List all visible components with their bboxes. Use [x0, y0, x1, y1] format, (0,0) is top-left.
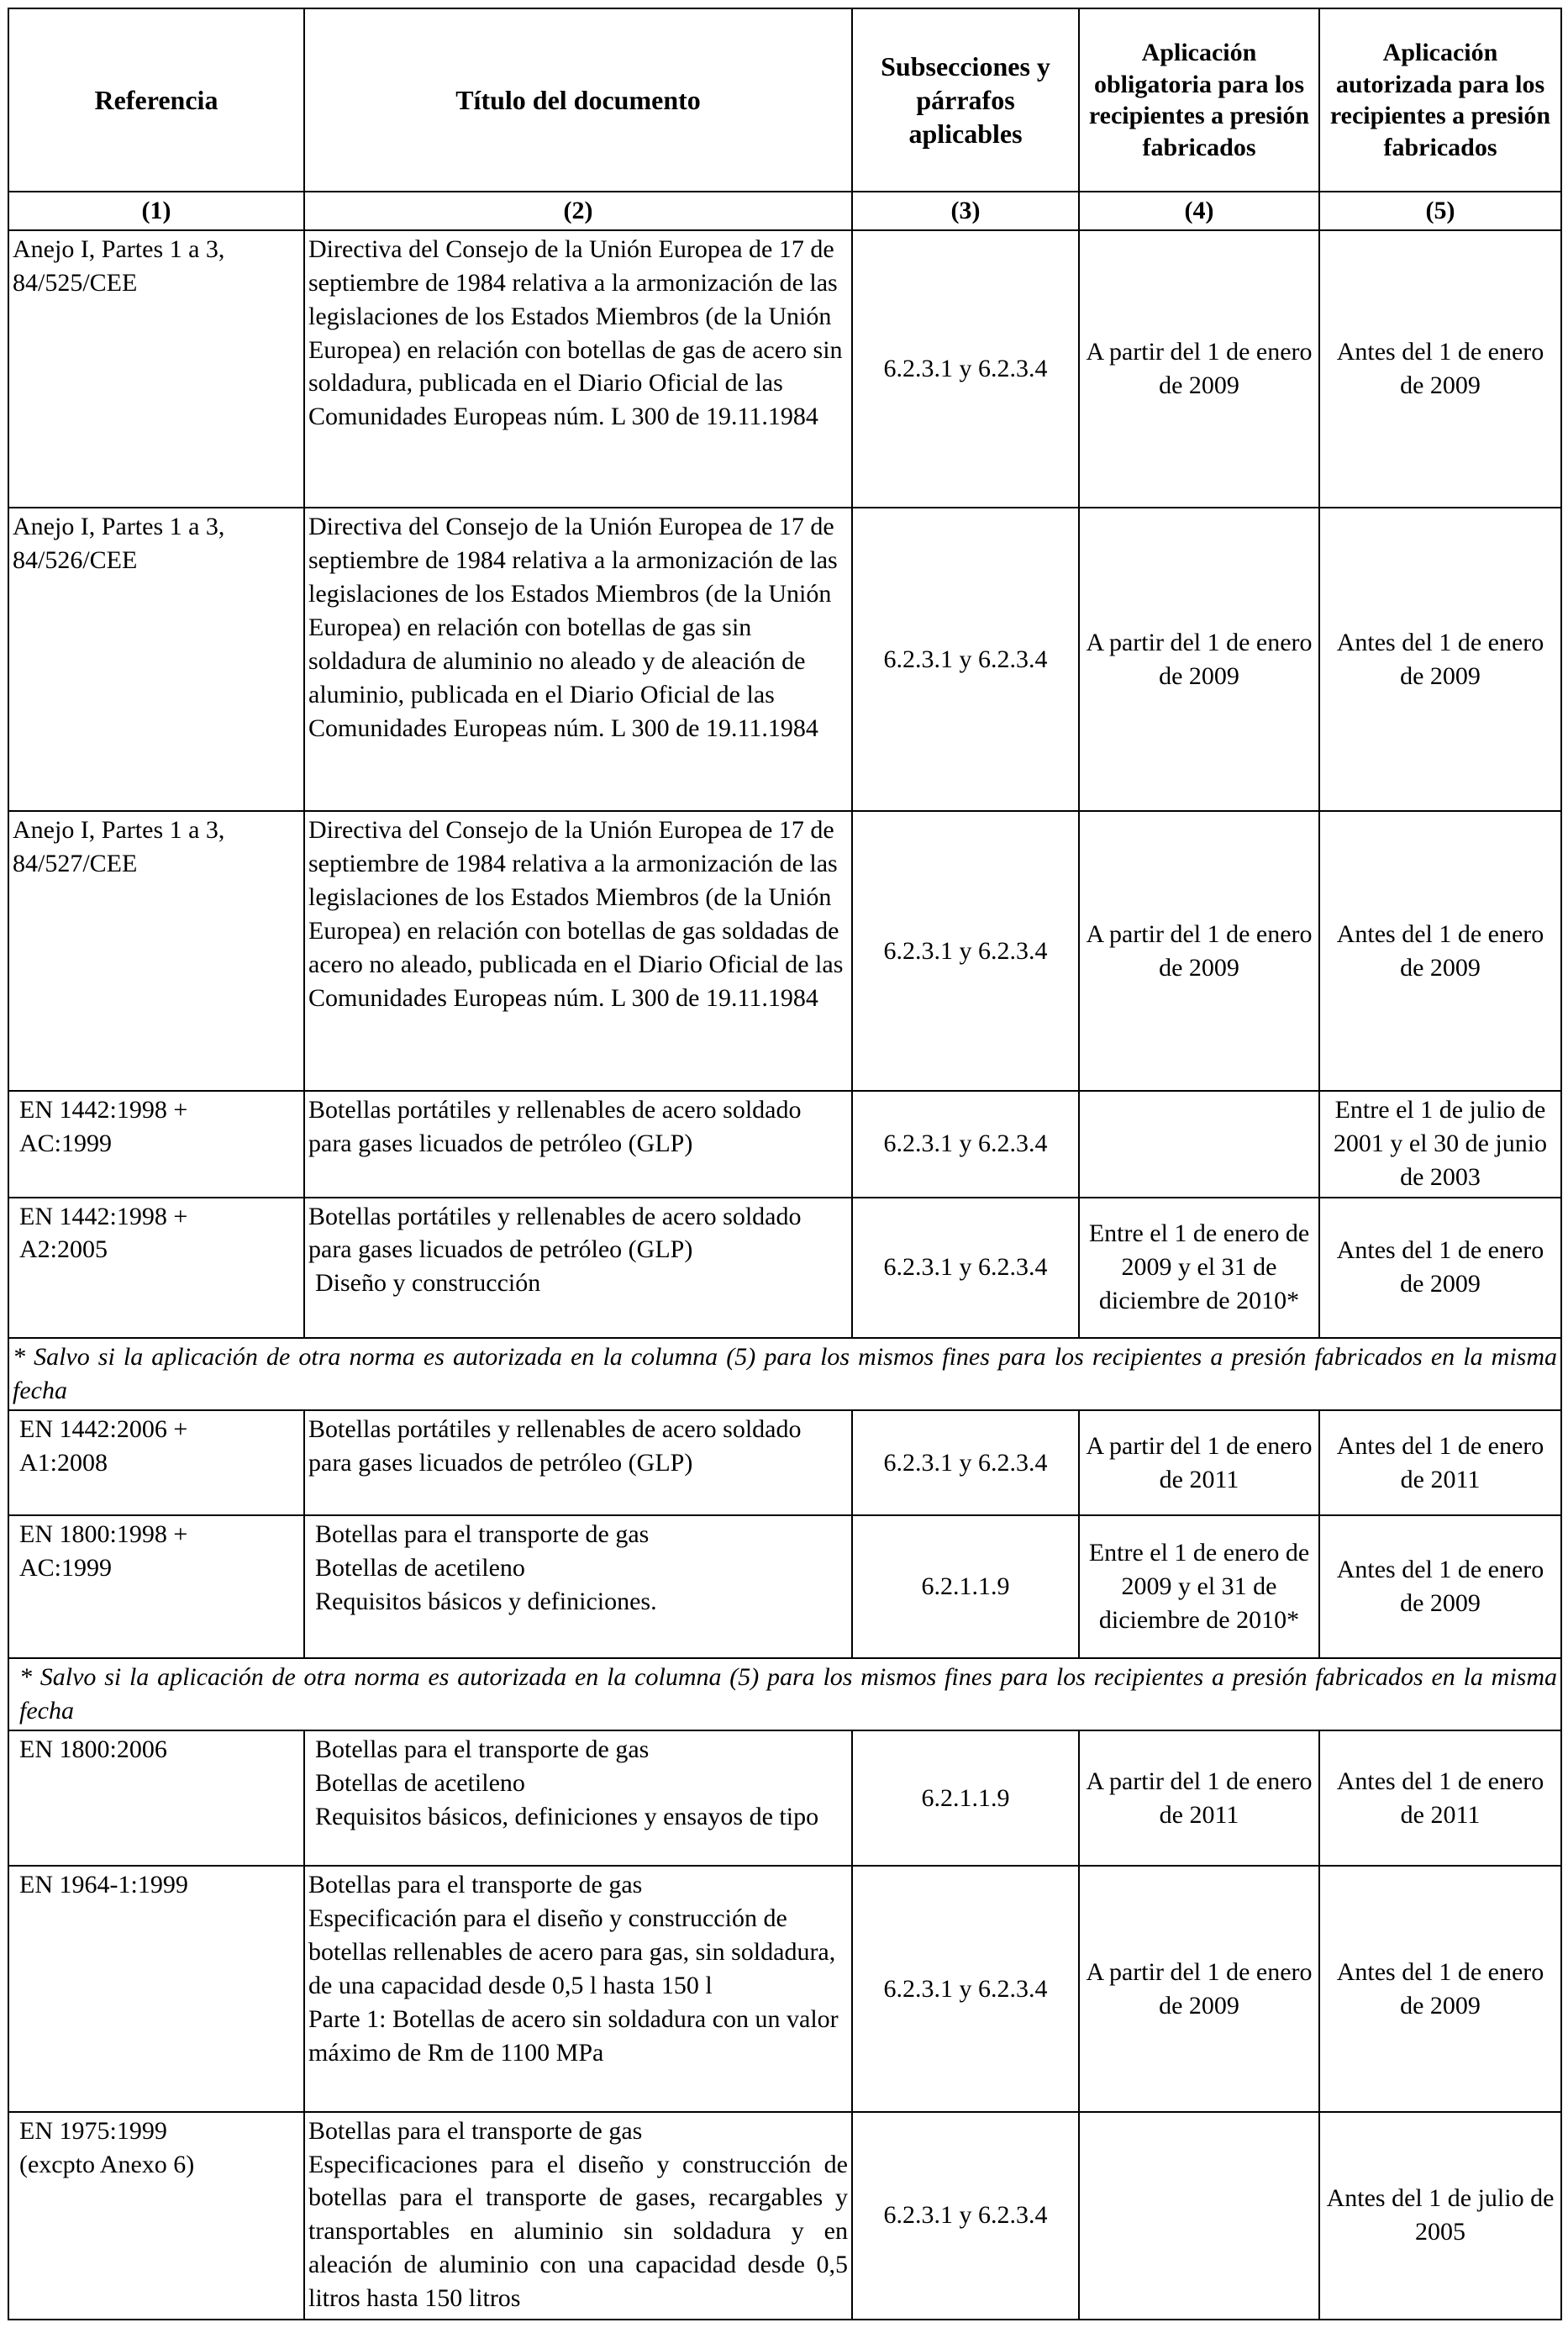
subsection-cell: 6.2.3.1 y 6.2.3.4: [852, 811, 1079, 1091]
reference-cell: [8, 1091, 304, 1198]
title-cell: [304, 1515, 852, 1657]
title-cell: [304, 1866, 852, 2111]
subsection-cell: 6.2.3.1 y 6.2.3.4: [852, 2112, 1079, 2320]
reference-cell: [8, 2112, 304, 2320]
title-cell: [304, 1730, 852, 1866]
mandatory-cell: A partir del 1 de enero de 2009: [1079, 1866, 1319, 2111]
mandatory-cell: A partir del 1 de enero de 2011: [1079, 1410, 1319, 1515]
table-row: [8, 1515, 1561, 1657]
reference-line: Anejo I, Partes 1 a 3,: [13, 816, 225, 845]
subsection-cell: 6.2.3.1 y 6.2.3.4: [852, 230, 1079, 508]
authorized-cell: Antes del 1 de enero de 2009: [1319, 230, 1561, 508]
title-line: Requisitos básicos y definiciones.: [315, 1588, 657, 1616]
table-row: [8, 811, 1561, 1091]
standards-table: [8, 8, 1562, 2320]
title-cell: Botellas portátiles y rellenables de acero soldado para gases licuados de petróleo (GLP): [304, 1410, 852, 1515]
reference-line: EN 1800:1998 +: [19, 1520, 188, 1549]
title-line: Botellas portátiles y rellenables de acero soldado para gases licuados de petróleo (GLP): [308, 1202, 802, 1264]
mandatory-cell: A partir del 1 de enero de 2011: [1079, 1730, 1319, 1866]
title-cell: Directiva del Consejo de la Unión Europea de 17 de septiembre de 1984 relativa a la armonización de las legislaciones de los Estados Miembros (de la Unión Europea) en relación con botellas de gas de acero sin soldadura, publicada en el Diario Oficial de las Comunidades Europeas núm. L 300 de 19.11.1984: [304, 230, 852, 508]
reference-line: 84/525/CEE: [13, 268, 138, 297]
mandatory-cell: [1079, 2112, 1319, 2320]
reference-line: Anejo I, Partes 1 a 3,: [13, 513, 225, 541]
authorized-cell: Entre el 1 de julio de 2001 y el 30 de junio de 2003: [1319, 1091, 1561, 1198]
authorized-cell: Antes del 1 de enero de 2009: [1319, 811, 1561, 1091]
column-number: (2): [304, 192, 852, 230]
title-line: Requisitos básicos, definiciones y ensayos de tipo: [315, 1802, 819, 1830]
column-number: (1): [8, 192, 304, 230]
reference-line: EN 1800:2006: [19, 1735, 167, 1764]
table-row: [8, 1091, 1561, 1198]
title-line: Botellas para el transporte de gas: [315, 1735, 650, 1764]
title-line: Diseño y construcción: [315, 1269, 541, 1298]
reference-cell: [8, 1410, 304, 1515]
authorized-cell: Antes del 1 de enero de 2009: [1319, 1515, 1561, 1657]
reference-cell: [8, 1198, 304, 1338]
reference-line: EN 1442:1998 +: [19, 1095, 188, 1124]
reference-line: EN 1442:2006 +: [19, 1415, 188, 1444]
reference-line: EN 1442:1998 +: [19, 1202, 188, 1230]
reference-line: 84/527/CEE: [13, 850, 138, 878]
reference-line: Anejo I, Partes 1 a 3,: [13, 234, 225, 263]
title-cell: [304, 1198, 852, 1338]
reference-cell: [8, 230, 304, 508]
reference-line: 84/526/CEE: [13, 546, 138, 575]
title-line: Parte 1: Botellas de acero sin soldadura con un valor máximo de Rm de 1100 MPa: [308, 2004, 839, 2067]
reference-line: EN 1964-1:1999: [19, 1871, 188, 1899]
table-row: [8, 1410, 1561, 1515]
subsection-cell: 6.2.3.1 y 6.2.3.4: [852, 1866, 1079, 2111]
reference-line: EN 1975:1999: [19, 2116, 167, 2145]
title-line: Botellas para el transporte de gas: [315, 1520, 650, 1549]
header-autorizada: Aplicación autorizada para los recipientes a presión fabricados: [1319, 8, 1561, 192]
reference-cell: [8, 1515, 304, 1657]
reference-line: A2:2005: [19, 1235, 108, 1264]
subsection-cell: 6.2.1.1.9: [852, 1515, 1079, 1657]
subsection-cell: 6.2.3.1 y 6.2.3.4: [852, 508, 1079, 811]
subsection-cell: 6.2.1.1.9: [852, 1730, 1079, 1866]
title-line: Botellas para el transporte de gas: [308, 1871, 643, 1899]
subsection-cell: 6.2.3.1 y 6.2.3.4: [852, 1091, 1079, 1198]
header-obligatoria: Aplicación obligatoria para los recipientes a presión fabricados: [1079, 8, 1319, 192]
header-row: [8, 8, 1561, 192]
reference-line: AC:1999: [19, 1129, 113, 1157]
reference-cell: [8, 508, 304, 811]
mandatory-cell: A partir del 1 de enero de 2009: [1079, 230, 1319, 508]
header-subsecciones: Subsecciones y párrafos aplicables: [852, 8, 1079, 192]
mandatory-cell: A partir del 1 de enero de 2009: [1079, 508, 1319, 811]
subsection-cell: 6.2.3.1 y 6.2.3.4: [852, 1198, 1079, 1338]
column-number: (5): [1319, 192, 1561, 230]
reference-line: (excpto Anexo 6): [19, 2150, 195, 2178]
note-row: [8, 1658, 1561, 1730]
table-row: [8, 2112, 1561, 2320]
column-number: (3): [852, 192, 1079, 230]
reference-cell: [8, 1730, 304, 1866]
reference-cell: [8, 1866, 304, 2111]
column-number-row: [8, 192, 1561, 230]
title-line: Especificación para el diseño y construcción de botellas rellenables de acero para gas, sin soldadura, de una capacidad desde 0,5 l hasta 150 l: [308, 1904, 836, 2000]
subsection-cell: 6.2.3.1 y 6.2.3.4: [852, 1410, 1079, 1515]
title-line: Botellas de acetileno: [315, 1768, 525, 1797]
authorized-cell: Antes del 1 de enero de 2009: [1319, 1198, 1561, 1338]
header-referencia: Referencia: [8, 8, 304, 192]
footnote: * Salvo si la aplicación de otra norma es autorizada en la columna (5) para los mismos fines para los recipientes a presión fabricados en la misma fecha: [8, 1338, 1561, 1410]
table-row: [8, 1866, 1561, 2111]
table-row: [8, 1198, 1561, 1338]
mandatory-cell: Entre el 1 de enero de 2009 y el 31 de diciembre de 2010*: [1079, 1515, 1319, 1657]
authorized-cell: Antes del 1 de enero de 2009: [1319, 1866, 1561, 2111]
authorized-cell: Antes del 1 de enero de 2011: [1319, 1730, 1561, 1866]
mandatory-cell: Entre el 1 de enero de 2009 y el 31 de diciembre de 2010*: [1079, 1198, 1319, 1338]
title-line: Botellas para el transporte de gas: [308, 2116, 643, 2145]
mandatory-cell: [1079, 1091, 1319, 1198]
reference-cell: [8, 811, 304, 1091]
table-row: [8, 230, 1561, 508]
reference-line: A1:2008: [19, 1449, 108, 1477]
table-row: [8, 508, 1561, 811]
authorized-cell: Antes del 1 de enero de 2009: [1319, 508, 1561, 811]
reference-line: AC:1999: [19, 1554, 113, 1583]
table-row: [8, 1730, 1561, 1866]
authorized-cell: Antes del 1 de julio de 2005: [1319, 2112, 1561, 2320]
note-row: [8, 1338, 1561, 1410]
title-line: Especificaciones para el diseño y construcción de botellas para el transporte de gases, recargables y transportables en aluminio sin soldadura y en aleación de aluminio con una capacidad desde 0,5 litros hasta 150 litros: [308, 2150, 848, 2313]
authorized-cell: Antes del 1 de enero de 2011: [1319, 1410, 1561, 1515]
title-line: Botellas de acetileno: [315, 1554, 525, 1583]
footnote: * Salvo si la aplicación de otra norma es autorizada en la columna (5) para los mismos fines para los recipientes a presión fabricados en la misma fecha: [8, 1658, 1561, 1730]
mandatory-cell: A partir del 1 de enero de 2009: [1079, 811, 1319, 1091]
title-cell: Directiva del Consejo de la Unión Europea de 17 de septiembre de 1984 relativa a la armonización de las legislaciones de los Estados Miembros (de la Unión Europea) en relación con botellas de gas soldadas de acero no aleado, publicada en el Diario Oficial de las Comunidades Europeas núm. L 300 de 19.11.1984: [304, 811, 852, 1091]
title-cell: [304, 2112, 852, 2320]
title-cell: Botellas portátiles y rellenables de acero soldado para gases licuados de petróleo (GLP): [304, 1091, 852, 1198]
column-number: (4): [1079, 192, 1319, 230]
header-titulo: Título del documento: [304, 8, 852, 192]
title-cell: Directiva del Consejo de la Unión Europea de 17 de septiembre de 1984 relativa a la armonización de las legislaciones de los Estados Miembros (de la Unión Europea) en relación con botellas de gas sin soldadura de aluminio no aleado y de aleación de aluminio, publicada en el Diario Oficial de las Comunidades Europeas núm. L 300 de 19.11.1984: [304, 508, 852, 811]
